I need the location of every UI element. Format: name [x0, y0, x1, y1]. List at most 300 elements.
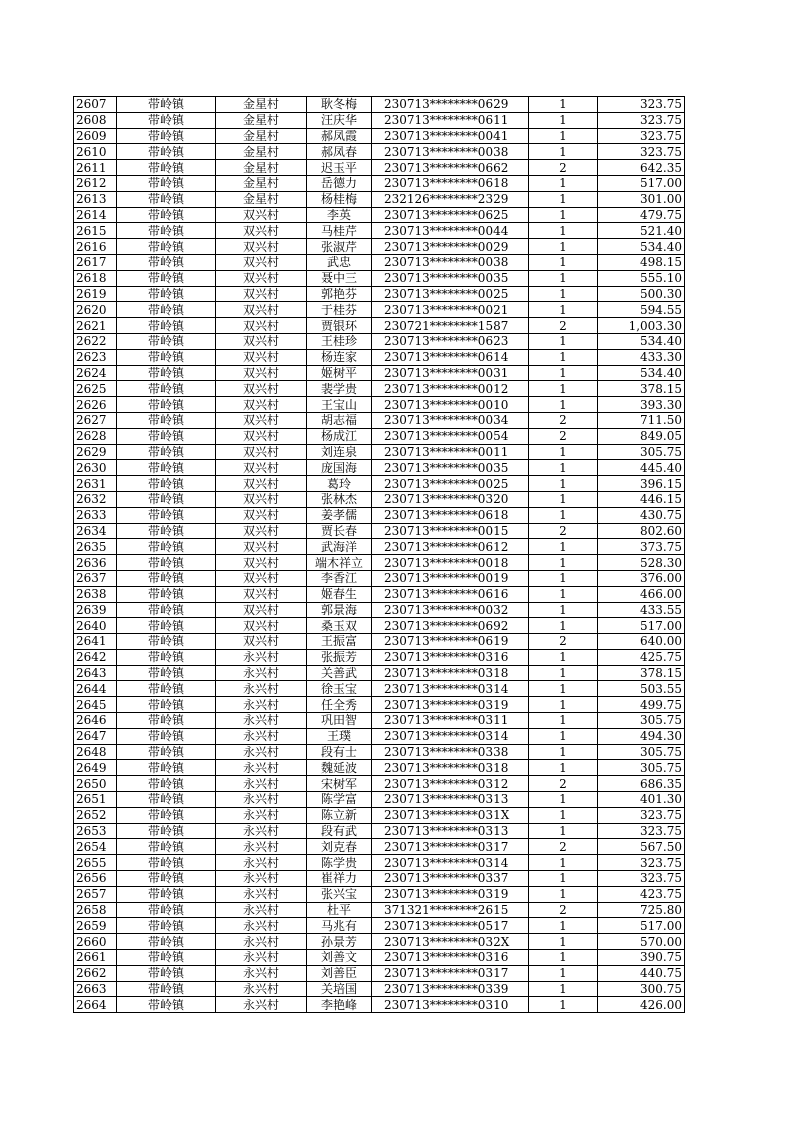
amount-cell: 500.30	[598, 286, 685, 302]
town-cell: 带岭镇	[117, 507, 216, 523]
count-cell: 1	[529, 507, 598, 523]
row-number-cell: 2641	[74, 634, 117, 650]
id-number-cell: 230713********0611	[372, 112, 529, 128]
id-number-cell: 230713********0038	[372, 144, 529, 160]
town-cell: 带岭镇	[117, 175, 216, 191]
town-cell: 带岭镇	[117, 871, 216, 887]
id-number-cell: 230713********0316	[372, 950, 529, 966]
row-number-cell: 2615	[74, 223, 117, 239]
town-cell: 带岭镇	[117, 570, 216, 586]
id-number-cell: 230713********0044	[372, 223, 529, 239]
village-cell: 永兴村	[216, 839, 307, 855]
table-row	[74, 128, 685, 144]
id-number-cell: 230713********0311	[372, 713, 529, 729]
count-cell: 1	[529, 586, 598, 602]
name-cell: 贾银环	[307, 318, 372, 334]
village-cell: 双兴村	[216, 223, 307, 239]
id-number-cell: 230713********0338	[372, 744, 529, 760]
table-row	[74, 112, 685, 128]
amount-cell: 498.15	[598, 254, 685, 270]
name-cell: 魏延波	[307, 760, 372, 776]
id-number-cell: 230713********0619	[372, 634, 529, 650]
count-cell: 1	[529, 744, 598, 760]
row-number-cell: 2633	[74, 507, 117, 523]
row-number-cell: 2630	[74, 460, 117, 476]
count-cell: 1	[529, 444, 598, 460]
row-number-cell: 2610	[74, 144, 117, 160]
count-cell: 1	[529, 349, 598, 365]
village-cell: 双兴村	[216, 397, 307, 413]
table-row	[74, 570, 685, 586]
count-cell: 1	[529, 602, 598, 618]
name-cell: 宋树军	[307, 776, 372, 792]
id-number-cell: 230713********0034	[372, 412, 529, 428]
town-cell: 带岭镇	[117, 602, 216, 618]
village-cell: 双兴村	[216, 207, 307, 223]
town-cell: 带岭镇	[117, 381, 216, 397]
name-cell: 孙景芳	[307, 934, 372, 950]
amount-cell: 567.50	[598, 839, 685, 855]
amount-cell: 1,003.30	[598, 318, 685, 334]
town-cell: 带岭镇	[117, 665, 216, 681]
row-number-cell: 2622	[74, 333, 117, 349]
town-cell: 带岭镇	[117, 934, 216, 950]
name-cell: 关善武	[307, 665, 372, 681]
amount-cell: 323.75	[598, 855, 685, 871]
count-cell: 1	[529, 713, 598, 729]
id-number-cell: 230713********032X	[372, 934, 529, 950]
table-row	[74, 491, 685, 507]
id-number-cell: 230713********0314	[372, 681, 529, 697]
row-number-cell: 2651	[74, 792, 117, 808]
table-row	[74, 934, 685, 950]
name-cell: 贾长春	[307, 523, 372, 539]
name-cell: 段有武	[307, 823, 372, 839]
row-number-cell: 2647	[74, 728, 117, 744]
village-cell: 双兴村	[216, 239, 307, 255]
row-number-cell: 2624	[74, 365, 117, 381]
id-number-cell: 230713********0339	[372, 981, 529, 997]
name-cell: 李英	[307, 207, 372, 223]
name-cell: 姬春生	[307, 586, 372, 602]
town-cell: 带岭镇	[117, 634, 216, 650]
table-row	[74, 649, 685, 665]
name-cell: 崔祥力	[307, 871, 372, 887]
count-cell: 1	[529, 175, 598, 191]
row-number-cell: 2637	[74, 570, 117, 586]
count-cell: 1	[529, 460, 598, 476]
count-cell: 1	[529, 239, 598, 255]
table-row	[74, 586, 685, 602]
amount-cell: 376.00	[598, 570, 685, 586]
town-cell: 带岭镇	[117, 965, 216, 981]
name-cell: 汪庆华	[307, 112, 372, 128]
name-cell: 郝凤春	[307, 144, 372, 160]
town-cell: 带岭镇	[117, 855, 216, 871]
amount-cell: 499.75	[598, 697, 685, 713]
id-number-cell: 230713********0623	[372, 333, 529, 349]
row-number-cell: 2627	[74, 412, 117, 428]
name-cell: 陈学贵	[307, 855, 372, 871]
name-cell: 李香江	[307, 570, 372, 586]
name-cell: 马兆有	[307, 918, 372, 934]
village-cell: 双兴村	[216, 523, 307, 539]
table-row	[74, 191, 685, 207]
table-row	[74, 286, 685, 302]
count-cell: 1	[529, 254, 598, 270]
row-number-cell: 2636	[74, 555, 117, 571]
town-cell: 带岭镇	[117, 128, 216, 144]
count-cell: 1	[529, 950, 598, 966]
id-number-cell: 230713********0018	[372, 555, 529, 571]
village-cell: 永兴村	[216, 902, 307, 918]
id-number-cell: 230713********0038	[372, 254, 529, 270]
row-number-cell: 2644	[74, 681, 117, 697]
town-cell: 带岭镇	[117, 555, 216, 571]
name-cell: 胡志福	[307, 412, 372, 428]
table-row	[74, 428, 685, 444]
table-row	[74, 965, 685, 981]
amount-cell: 849.05	[598, 428, 685, 444]
row-number-cell: 2611	[74, 160, 117, 176]
table-row	[74, 713, 685, 729]
id-number-cell: 230713********0025	[372, 476, 529, 492]
id-number-cell: 230713********0317	[372, 965, 529, 981]
row-number-cell: 2640	[74, 618, 117, 634]
name-cell: 李艳峰	[307, 997, 372, 1013]
row-number-cell: 2623	[74, 349, 117, 365]
village-cell: 双兴村	[216, 428, 307, 444]
row-number-cell: 2650	[74, 776, 117, 792]
amount-cell: 517.00	[598, 618, 685, 634]
id-number-cell: 230713********0316	[372, 649, 529, 665]
amount-cell: 323.75	[598, 144, 685, 160]
id-number-cell: 230713********0019	[372, 570, 529, 586]
id-number-cell: 230713********0029	[372, 239, 529, 255]
count-cell: 1	[529, 997, 598, 1013]
row-number-cell: 2618	[74, 270, 117, 286]
name-cell: 杜平	[307, 902, 372, 918]
count-cell: 2	[529, 160, 598, 176]
amount-cell: 305.75	[598, 744, 685, 760]
name-cell: 王璞	[307, 728, 372, 744]
town-cell: 带岭镇	[117, 444, 216, 460]
row-number-cell: 2608	[74, 112, 117, 128]
name-cell: 刘善文	[307, 950, 372, 966]
amount-cell: 373.75	[598, 539, 685, 555]
count-cell: 1	[529, 886, 598, 902]
table-row	[74, 539, 685, 555]
town-cell: 带岭镇	[117, 460, 216, 476]
table-row	[74, 97, 685, 113]
amount-cell: 433.55	[598, 602, 685, 618]
village-cell: 永兴村	[216, 997, 307, 1013]
amount-cell: 426.00	[598, 997, 685, 1013]
name-cell: 杨成江	[307, 428, 372, 444]
row-number-cell: 2663	[74, 981, 117, 997]
id-number-cell: 230713********0010	[372, 397, 529, 413]
amount-cell: 323.75	[598, 97, 685, 113]
count-cell: 1	[529, 302, 598, 318]
row-number-cell: 2655	[74, 855, 117, 871]
count-cell: 1	[529, 365, 598, 381]
row-number-cell: 2628	[74, 428, 117, 444]
row-number-cell: 2642	[74, 649, 117, 665]
table-row	[74, 349, 685, 365]
row-number-cell: 2613	[74, 191, 117, 207]
town-cell: 带岭镇	[117, 491, 216, 507]
table-row	[74, 302, 685, 318]
row-number-cell: 2635	[74, 539, 117, 555]
table-row	[74, 792, 685, 808]
row-number-cell: 2648	[74, 744, 117, 760]
village-cell: 双兴村	[216, 602, 307, 618]
row-number-cell: 2634	[74, 523, 117, 539]
id-number-cell: 230713********0314	[372, 728, 529, 744]
name-cell: 关培国	[307, 981, 372, 997]
town-cell: 带岭镇	[117, 286, 216, 302]
name-cell: 葛玲	[307, 476, 372, 492]
row-number-cell: 2625	[74, 381, 117, 397]
name-cell: 姜孝儒	[307, 507, 372, 523]
id-number-cell: 230713********0021	[372, 302, 529, 318]
amount-cell: 305.75	[598, 713, 685, 729]
count-cell: 1	[529, 333, 598, 349]
town-cell: 带岭镇	[117, 239, 216, 255]
amount-cell: 521.40	[598, 223, 685, 239]
count-cell: 1	[529, 191, 598, 207]
amount-cell: 686.35	[598, 776, 685, 792]
village-cell: 双兴村	[216, 254, 307, 270]
town-cell: 带岭镇	[117, 997, 216, 1013]
name-cell: 王宝山	[307, 397, 372, 413]
count-cell: 1	[529, 792, 598, 808]
count-cell: 1	[529, 144, 598, 160]
count-cell: 2	[529, 902, 598, 918]
town-cell: 带岭镇	[117, 981, 216, 997]
table-row	[74, 270, 685, 286]
village-cell: 永兴村	[216, 981, 307, 997]
amount-cell: 323.75	[598, 128, 685, 144]
count-cell: 1	[529, 934, 598, 950]
row-number-cell: 2643	[74, 665, 117, 681]
id-number-cell: 230713********0319	[372, 697, 529, 713]
row-number-cell: 2649	[74, 760, 117, 776]
row-number-cell: 2617	[74, 254, 117, 270]
id-number-cell: 230713********0625	[372, 207, 529, 223]
table-row	[74, 476, 685, 492]
town-cell: 带岭镇	[117, 807, 216, 823]
row-number-cell: 2632	[74, 491, 117, 507]
town-cell: 带岭镇	[117, 144, 216, 160]
id-number-cell: 230713********0015	[372, 523, 529, 539]
name-cell: 徐玉宝	[307, 681, 372, 697]
name-cell: 姬树平	[307, 365, 372, 381]
row-number-cell: 2631	[74, 476, 117, 492]
count-cell: 1	[529, 807, 598, 823]
town-cell: 带岭镇	[117, 586, 216, 602]
name-cell: 庞国海	[307, 460, 372, 476]
id-number-cell: 230713********0011	[372, 444, 529, 460]
id-number-cell: 230713********0313	[372, 792, 529, 808]
amount-cell: 425.75	[598, 649, 685, 665]
name-cell: 巩田智	[307, 713, 372, 729]
count-cell: 2	[529, 523, 598, 539]
count-cell: 1	[529, 618, 598, 634]
village-cell: 双兴村	[216, 412, 307, 428]
amount-cell: 802.60	[598, 523, 685, 539]
name-cell: 聂中三	[307, 270, 372, 286]
name-cell: 端木祥立	[307, 555, 372, 571]
table-row	[74, 175, 685, 191]
amount-cell: 323.75	[598, 823, 685, 839]
count-cell: 1	[529, 649, 598, 665]
table-body	[74, 97, 685, 1013]
row-number-cell: 2639	[74, 602, 117, 618]
town-cell: 带岭镇	[117, 886, 216, 902]
village-cell: 永兴村	[216, 823, 307, 839]
village-cell: 永兴村	[216, 950, 307, 966]
town-cell: 带岭镇	[117, 839, 216, 855]
name-cell: 郭景海	[307, 602, 372, 618]
town-cell: 带岭镇	[117, 207, 216, 223]
amount-cell: 393.30	[598, 397, 685, 413]
count-cell: 1	[529, 681, 598, 697]
village-cell: 双兴村	[216, 444, 307, 460]
count-cell: 1	[529, 823, 598, 839]
table-row	[74, 254, 685, 270]
count-cell: 1	[529, 397, 598, 413]
row-number-cell: 2657	[74, 886, 117, 902]
amount-cell: 396.15	[598, 476, 685, 492]
id-number-cell: 230713********0662	[372, 160, 529, 176]
row-number-cell: 2656	[74, 871, 117, 887]
id-number-cell: 230713********0629	[372, 97, 529, 113]
id-number-cell: 230713********0041	[372, 128, 529, 144]
table-row	[74, 523, 685, 539]
town-cell: 带岭镇	[117, 539, 216, 555]
town-cell: 带岭镇	[117, 950, 216, 966]
amount-cell: 323.75	[598, 871, 685, 887]
town-cell: 带岭镇	[117, 318, 216, 334]
id-number-cell: 230713********0031	[372, 365, 529, 381]
id-number-cell: 230713********0318	[372, 760, 529, 776]
town-cell: 带岭镇	[117, 744, 216, 760]
table-row	[74, 728, 685, 744]
village-cell: 双兴村	[216, 476, 307, 492]
town-cell: 带岭镇	[117, 728, 216, 744]
table-row	[74, 871, 685, 887]
id-number-cell: 230713********0614	[372, 349, 529, 365]
amount-cell: 323.75	[598, 807, 685, 823]
table-row	[74, 697, 685, 713]
id-number-cell: 230713********0035	[372, 460, 529, 476]
town-cell: 带岭镇	[117, 270, 216, 286]
town-cell: 带岭镇	[117, 649, 216, 665]
town-cell: 带岭镇	[117, 428, 216, 444]
count-cell: 1	[529, 381, 598, 397]
table-row	[74, 507, 685, 523]
count-cell: 1	[529, 223, 598, 239]
row-number-cell: 2612	[74, 175, 117, 191]
name-cell: 杨桂梅	[307, 191, 372, 207]
row-number-cell: 2660	[74, 934, 117, 950]
count-cell: 1	[529, 760, 598, 776]
village-cell: 永兴村	[216, 665, 307, 681]
table-row	[74, 918, 685, 934]
count-cell: 1	[529, 128, 598, 144]
table-row	[74, 207, 685, 223]
amount-cell: 323.75	[598, 112, 685, 128]
count-cell: 1	[529, 965, 598, 981]
village-cell: 永兴村	[216, 855, 307, 871]
town-cell: 带岭镇	[117, 397, 216, 413]
id-number-cell: 230713********0517	[372, 918, 529, 934]
count-cell: 1	[529, 491, 598, 507]
table-row	[74, 776, 685, 792]
amount-cell: 423.75	[598, 886, 685, 902]
table-row	[74, 223, 685, 239]
amount-cell: 528.30	[598, 555, 685, 571]
name-cell: 段有士	[307, 744, 372, 760]
amount-cell: 300.75	[598, 981, 685, 997]
name-cell: 迟玉平	[307, 160, 372, 176]
town-cell: 带岭镇	[117, 333, 216, 349]
id-number-cell: 230713********0012	[372, 381, 529, 397]
count-cell: 1	[529, 539, 598, 555]
village-cell: 双兴村	[216, 349, 307, 365]
village-cell: 金星村	[216, 175, 307, 191]
id-number-cell: 230713********0032	[372, 602, 529, 618]
village-cell: 永兴村	[216, 807, 307, 823]
table-row	[74, 681, 685, 697]
row-number-cell: 2653	[74, 823, 117, 839]
count-cell: 1	[529, 555, 598, 571]
row-number-cell: 2652	[74, 807, 117, 823]
table-row	[74, 618, 685, 634]
name-cell: 于桂芬	[307, 302, 372, 318]
amount-cell: 517.00	[598, 175, 685, 191]
amount-cell: 555.10	[598, 270, 685, 286]
table-row	[74, 839, 685, 855]
table-row	[74, 460, 685, 476]
amount-cell: 401.30	[598, 792, 685, 808]
id-number-cell: 371321********2615	[372, 902, 529, 918]
id-number-cell: 230713********0317	[372, 839, 529, 855]
village-cell: 永兴村	[216, 728, 307, 744]
row-number-cell: 2661	[74, 950, 117, 966]
amount-cell: 711.50	[598, 412, 685, 428]
amount-cell: 640.00	[598, 634, 685, 650]
name-cell: 王振富	[307, 634, 372, 650]
village-cell: 金星村	[216, 160, 307, 176]
table-row	[74, 365, 685, 381]
town-cell: 带岭镇	[117, 476, 216, 492]
count-cell: 2	[529, 412, 598, 428]
table-row	[74, 381, 685, 397]
count-cell: 2	[529, 776, 598, 792]
id-number-cell: 230713********0337	[372, 871, 529, 887]
table-row	[74, 555, 685, 571]
count-cell: 1	[529, 855, 598, 871]
name-cell: 任全秀	[307, 697, 372, 713]
count-cell: 1	[529, 728, 598, 744]
village-cell: 双兴村	[216, 365, 307, 381]
id-number-cell: 230713********0618	[372, 507, 529, 523]
table-row	[74, 997, 685, 1013]
amount-cell: 390.75	[598, 950, 685, 966]
table-row	[74, 634, 685, 650]
